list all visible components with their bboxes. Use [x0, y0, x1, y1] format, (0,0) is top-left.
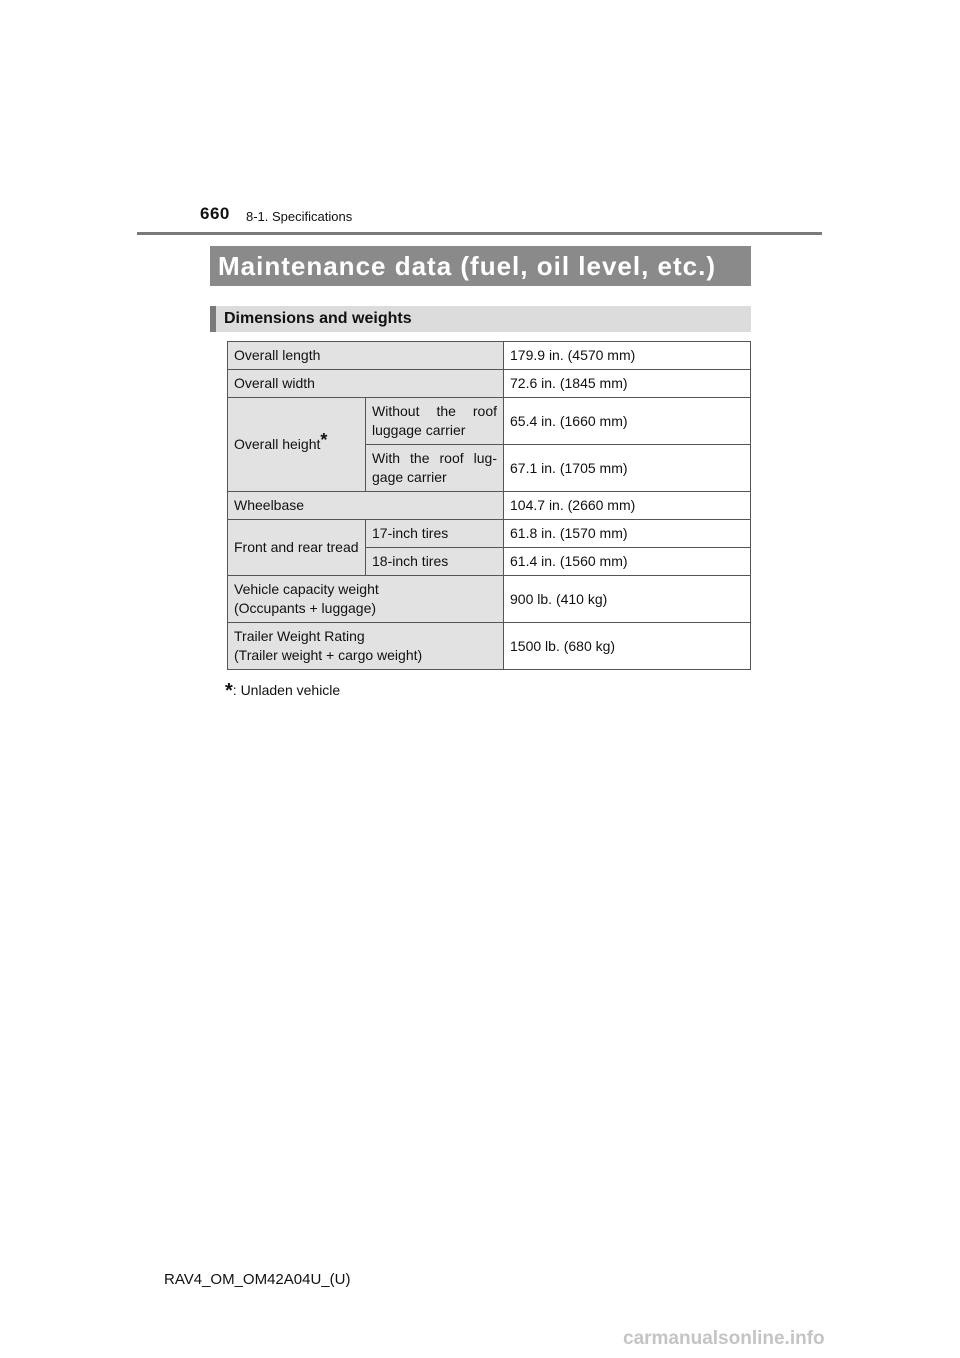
row-sublabel: With the roof lug-gage carrier [366, 445, 504, 492]
row-value: 1500 lb. (680 kg) [504, 623, 751, 670]
row-sublabel: Without the roof luggage carrier [366, 398, 504, 445]
row-label: Overall height [234, 436, 321, 452]
row-label-line: Trailer Weight Rating [234, 628, 365, 644]
row-label-capacity [228, 576, 504, 623]
specifications-table [227, 341, 751, 670]
row-value: 61.4 in. (1560 mm) [504, 548, 751, 576]
row-label: Front and rear tread [228, 520, 366, 576]
row-sublabel: 17-inch tires [366, 520, 504, 548]
table-row [228, 492, 751, 520]
subsection-title: Dimensions and weights [210, 306, 751, 332]
row-label-trailer [228, 623, 504, 670]
row-value: 72.6 in. (1845 mm) [504, 370, 751, 398]
row-label-line: (Occupants + luggage) [234, 600, 377, 616]
document-code: RAV4_OM_OM42A04U_(U) [164, 1271, 351, 1288]
row-value: 67.1 in. (1705 mm) [504, 445, 751, 492]
table-row [228, 576, 751, 623]
row-label: Overall width [228, 370, 504, 398]
header-rule [137, 232, 822, 235]
page-number: 660 [200, 204, 230, 223]
row-label: Overall length [228, 342, 504, 370]
watermark: carmanualsonline.info [623, 1328, 825, 1349]
row-value: 179.9 in. (4570 mm) [504, 342, 751, 370]
footnote [225, 680, 340, 703]
row-sublabel: 18-inch tires [366, 548, 504, 576]
table-row [228, 342, 751, 370]
table-row [228, 520, 751, 548]
table-row [228, 623, 751, 670]
row-value: 900 lb. (410 kg) [504, 576, 751, 623]
page-title: Maintenance data (fuel, oil level, etc.) [210, 246, 751, 286]
row-value: 65.4 in. (1660 mm) [504, 398, 751, 445]
footnote-text: : Unladen vehicle [232, 682, 341, 698]
table-row [228, 370, 751, 398]
row-label-line: Vehicle capacity weight [234, 581, 379, 597]
row-value: 104.7 in. (2660 mm) [504, 492, 751, 520]
footnote-mark: * [225, 680, 233, 702]
row-value: 61.8 in. (1570 mm) [504, 520, 751, 548]
table-row [228, 398, 751, 445]
row-label-overall-height [228, 398, 366, 492]
footnote-mark: * [320, 430, 328, 450]
row-label: Wheelbase [228, 492, 504, 520]
section-label: 8-1. Specifications [246, 209, 353, 224]
row-label-line: (Trailer weight + cargo weight) [234, 647, 423, 663]
